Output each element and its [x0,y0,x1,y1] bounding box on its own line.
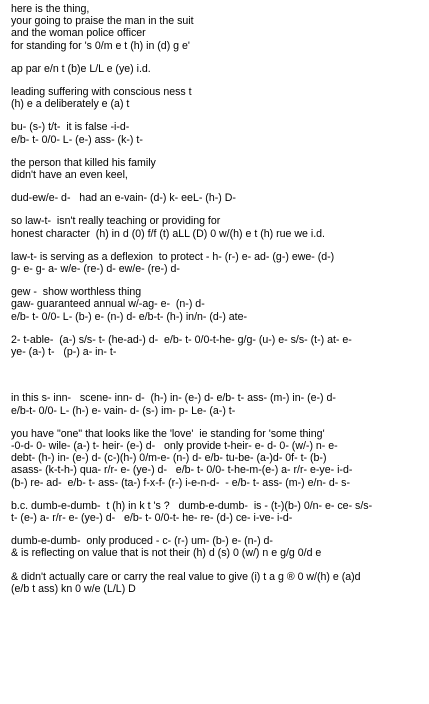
paragraph [11,63,425,75]
text-line: so law-t- isn't really teaching or providing for [11,215,221,228]
text-line: the person that killed his family [11,156,156,169]
text-line: -0-d- 0- wile- (a-) t- heir- (e-) d- only provide t-heir- e- d- 0- (w/-) n- e- [11,440,338,453]
paragraph-gap [11,524,425,535]
text-line: b.c. dumb-e-dumb- t (h) in k t 's ? dumb-e-dumb- is - (t-)(b-) 0/n- e- ce- s/s- [11,499,373,512]
paragraph [11,369,425,381]
text-line: & didn't actually care or carry the real value to give (i) t a g ® 0 w/(h) e (a)d [11,570,361,583]
paragraph-gap [11,275,425,286]
text-line: asass- (k-t-h-) qua- r/r- e- (ye-) d- e/b- t- 0/0- t-he-m-(e-) a- r/r- e-ye- i-d- [11,464,353,477]
paragraph-gap [11,52,425,63]
text-line: g- e- g- a- w/e- (re-) d- ew/e- (re-) d- [11,263,180,276]
paragraph [11,215,425,239]
text-line: e/b-t- 0/0- L- (h-) e- vain- d- (s-) im- p- Le- (a-) t- [11,404,236,417]
text-line: e/b- t- 0/0- L- (e-) ass- (k-) t- [11,133,143,146]
text-line: debt- (h-) in- (e-) d- (c-)(h-) 0/m-e- (n-) d- e/b- tu-be- (a-)d- 0f- t- (b-) [11,452,327,465]
text-line: for standing for 's 0/m e t (h) in (d) g e' [11,39,190,52]
text-line: bu- (s-) t/t- it is false -i-d- [11,121,130,134]
text-line: & is reflecting on value that is not their (h) d (s) 0 (w/) n e g/g 0/d e [11,547,322,560]
paragraph [11,334,425,358]
paragraph [11,535,425,559]
text-line: (b-) re- ad- e/b- t- ass- (ta-) f-x-f- (r-) i-e-n-d- - e/b- t- ass- (m-) e/n- d- s- [11,476,351,489]
paragraph-gap [11,204,425,215]
text-line: e/b- t- 0/0- L- (b-) e- (n-) d- e/b-t- (h-) in/n- (d-) ate- [11,310,248,323]
text-line: gaw- guaranteed annual w/-ag- e- (n-) d- [11,298,205,311]
paragraph [11,571,425,595]
paragraph [11,192,425,204]
text-line: ap par e/n t (b)e L/L e (ye) i.d. [11,62,151,75]
text-line: didn't have an even keel, [11,169,128,182]
text-line [11,369,425,381]
paragraph-gap [11,110,425,121]
text-line: ye- (a-) t- (p-) a- in- t- [11,346,117,359]
paragraph [11,86,425,110]
paragraph-gap [11,381,425,392]
paragraph [11,428,425,489]
paragraph [11,157,425,181]
text-line: leading suffering with conscious ness t [11,86,192,99]
text-line: gew - show worthless thing [11,286,142,299]
paragraph [11,286,425,323]
paragraph-gap [11,560,425,571]
paragraph-gap [11,358,425,369]
text-line: (h) e a deliberately e (a) t [11,98,130,111]
text-line: and the woman police officer [11,27,146,40]
paragraph-gap [11,75,425,86]
text-line: dumb-e-dumb- only produced - c- (r-) um- (b-) e- (n-) d- [11,535,273,548]
paragraph [11,121,425,145]
paragraph [11,392,425,416]
paragraph-gap [11,146,425,157]
text-line: t- (e-) a- r/r- e- (ye-) d- e/b- t- 0/0-t- he- re- (d-) ce- i-ve- i-d- [11,512,293,525]
text-line: 2- t-able- (a-) s/s- t- (he-ad-) d- e/b- t- 0/0-t-he- g/g- (u-) e- s/s- (t-) at- e- [11,333,352,346]
text-line: (e/b t ass) kn 0 w/e (L/L) D [11,582,136,595]
text-line: dud-ew/e- d- had an e-vain- (d-) k- eeL- (h-) D- [11,192,236,205]
paragraph-gap [11,240,425,251]
text-line: in this s- inn- scene- inn- d- (h-) in- (e-) d- e/b- t- ass- (m-) in- (e-) d- [11,392,336,405]
text-line: law-t- is serving as a deflexion to protect - h- (r-) e- ad- (g-) ewe- (d-) [11,250,335,263]
paragraph-gap [11,417,425,428]
paragraph [11,500,425,524]
document-body [11,3,425,595]
text-line: honest character (h) in d (0) f/f (t) aLL (D) 0 w/(h) e t (h) rue we i.d. [11,227,325,240]
paragraph-gap [11,181,425,192]
text-line: you have "one" that looks like the 'love' ie standing for 'some thing' [11,427,325,440]
paragraph [11,3,425,52]
paragraph-gap [11,323,425,334]
text-line: here is the thing, [11,3,90,15]
text-line: your going to praise the man in the suit [11,15,194,28]
paragraph [11,251,425,275]
paragraph-gap [11,489,425,500]
